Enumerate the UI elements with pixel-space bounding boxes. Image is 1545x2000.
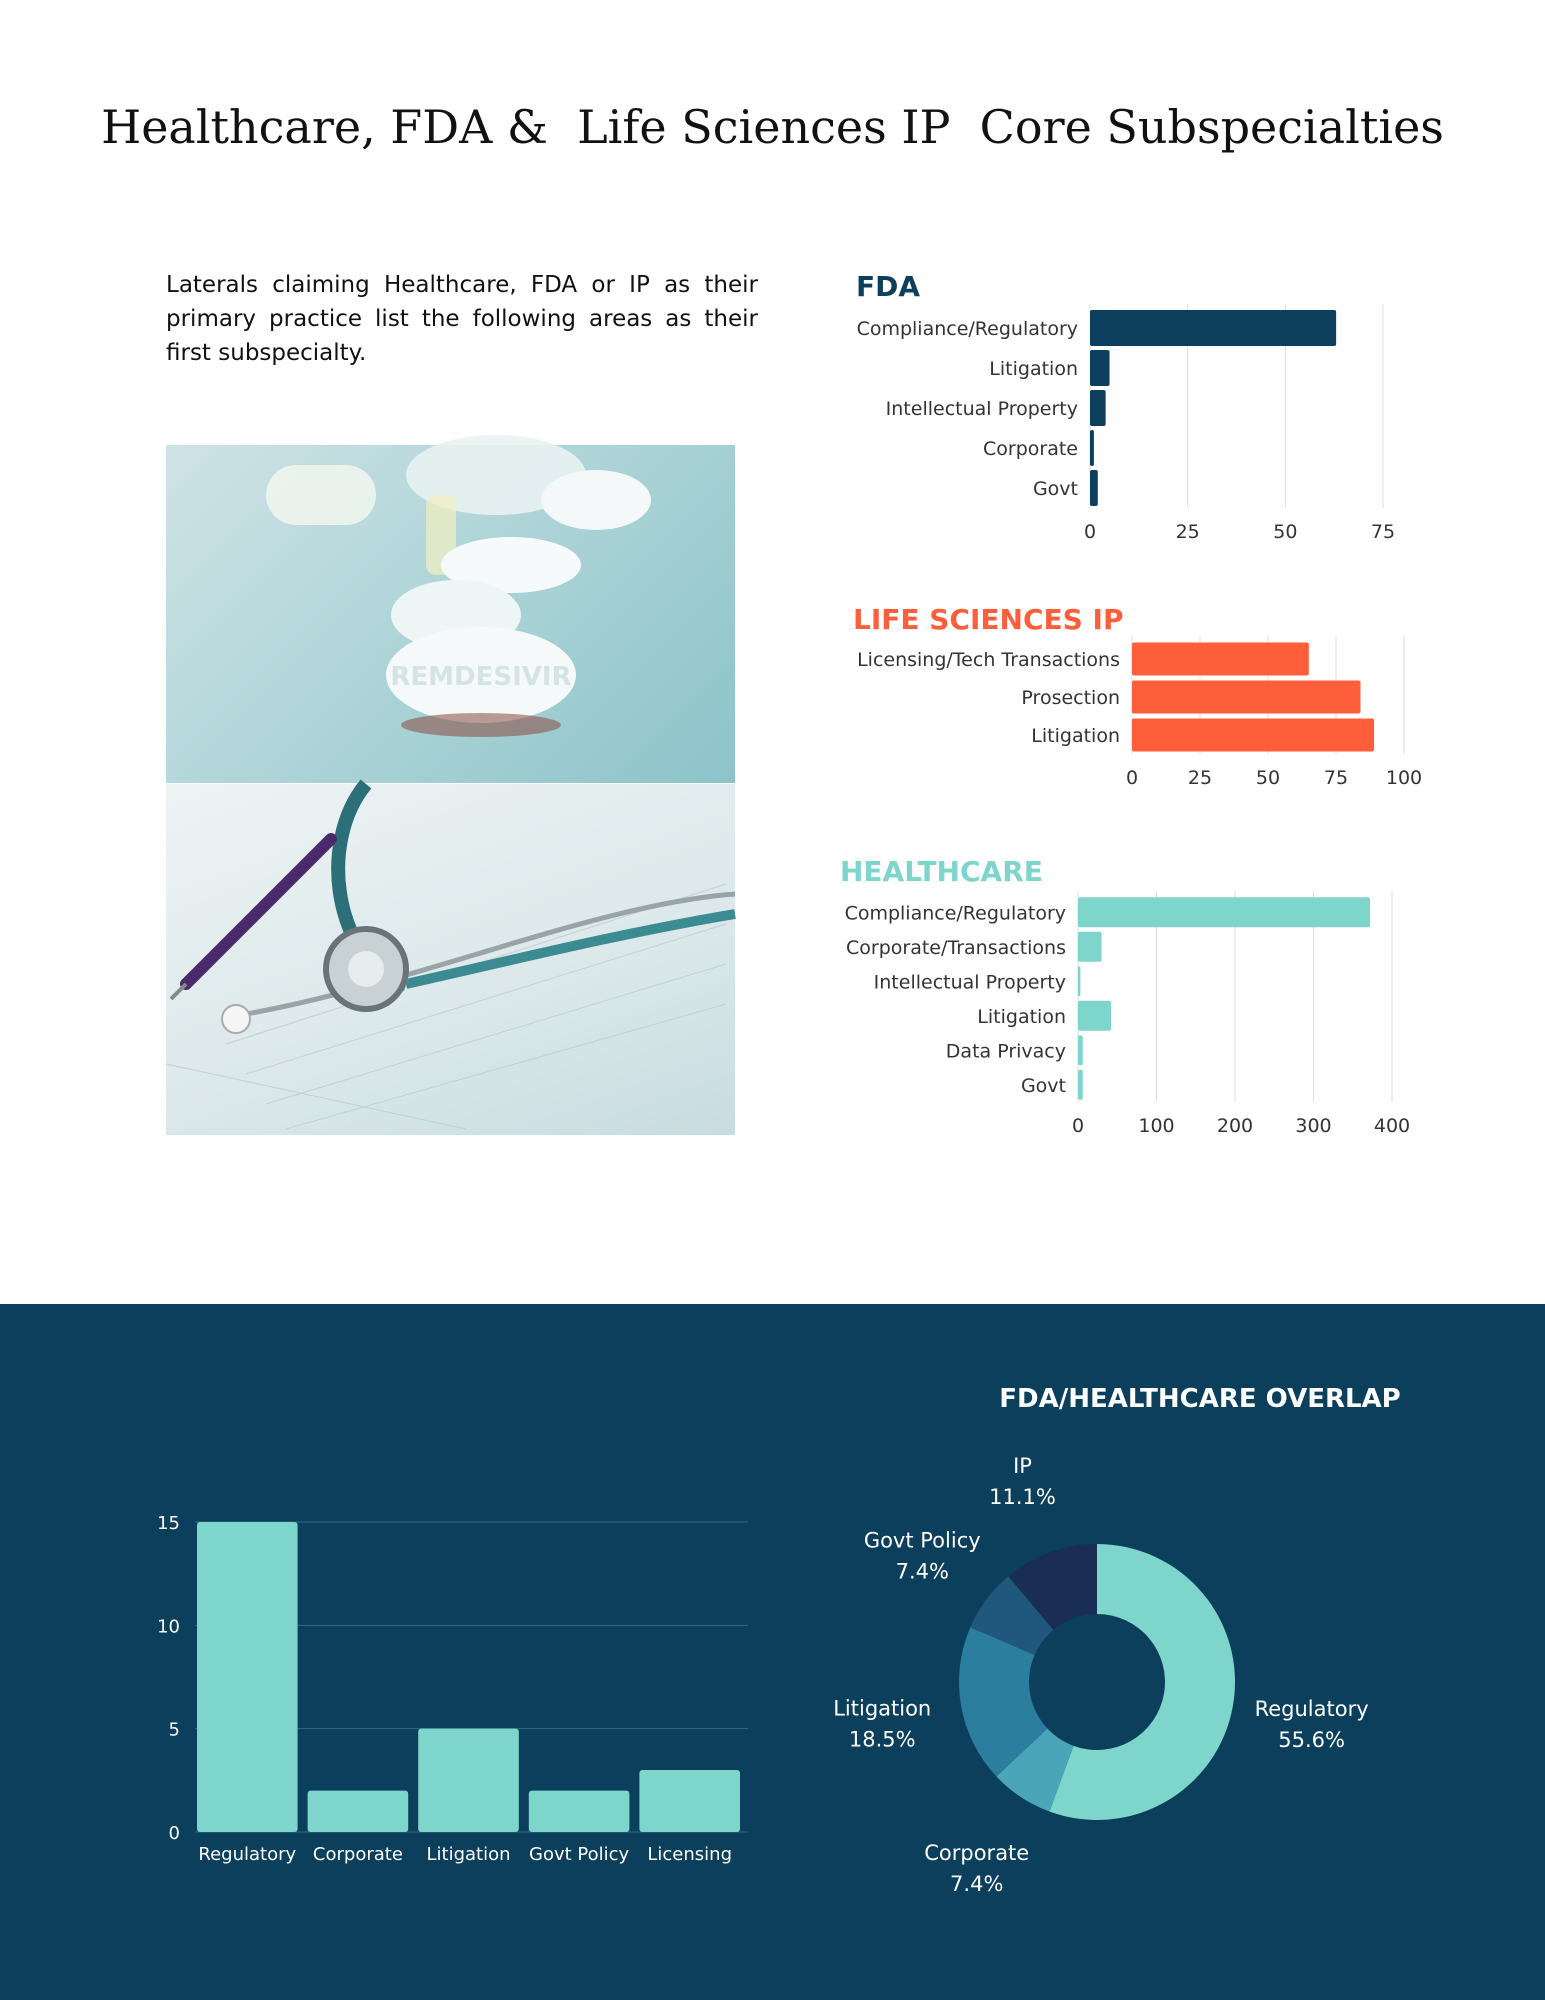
bar [1132,719,1374,752]
healthcare-chart [820,885,1440,1145]
category-label: Litigation [1031,725,1120,747]
x-tick-label: 25 [1175,521,1200,543]
x-tick-label: 0 [1083,521,1097,543]
bar [1090,310,1336,346]
category-label: Compliance/Regulatory [856,318,1078,340]
overlap-bar-chart [140,1500,760,1880]
slice-label: Corporate [924,1840,1030,1865]
category-label: Corporate [983,438,1078,460]
healthcare-chart-title: HEALTHCARE [840,855,1043,888]
slice-label: Litigation [833,1696,932,1721]
slice-percent: 18.5% [848,1727,916,1752]
x-tick-label: 100 [1138,1115,1175,1137]
stethoscope-photo [166,784,735,1135]
slice-percent: 55.6% [1278,1728,1345,1753]
overlap-donut-chart [790,1454,1420,1896]
x-tick-label: 25 [1187,767,1213,789]
category-label: Licensing/Tech Transactions [857,649,1120,671]
pills-photo [166,445,735,783]
bar [529,1791,630,1832]
fda-chart-title: FDA [856,270,921,303]
bar [1078,1001,1111,1031]
category-label: Compliance/Regulatory [844,902,1066,925]
slice-label: Regulatory [1254,1697,1369,1722]
category-label: Data Privacy [945,1040,1066,1063]
pills-illustration [166,445,735,783]
fda-chart [840,300,1420,550]
slice-percent: 7.4% [950,1871,1004,1896]
bar [1132,681,1360,714]
x-tick-label: 0 [1071,1115,1085,1137]
category-label: Litigation [426,1844,511,1865]
bar [1078,966,1080,996]
slice-label: Govt Policy [863,1528,981,1553]
category-label: Litigation [977,1005,1066,1028]
x-tick-label: 0 [1125,767,1139,789]
category-label: Regulatory [198,1844,297,1865]
y-tick-label: 15 [157,1513,180,1534]
slice-percent: 11.1% [989,1485,1056,1510]
life-sciences-chart [840,630,1440,800]
slice-label: IP [1013,1454,1032,1479]
bar [1090,430,1094,466]
bar [1090,470,1098,506]
bar [197,1522,298,1832]
x-tick-label: 75 [1323,767,1349,789]
category-label: Intellectual Property [885,398,1078,420]
bar [1078,1035,1083,1065]
y-tick-label: 5 [168,1719,180,1741]
intro-paragraph: Laterals claiming Healthcare, FDA or IP as their primary practice list the following areas as their first subspecialty. [166,272,758,366]
category-label: Corporate [312,1844,403,1865]
x-tick-label: 300 [1295,1115,1332,1137]
x-tick-label: 50 [1255,767,1281,789]
pill-imprint: REMDESIVIR [390,662,572,692]
bar [418,1729,519,1832]
bar [639,1770,740,1832]
life-sciences-chart-title: LIFE SCIENCES IP [853,603,1124,636]
x-tick-label: 400 [1373,1115,1411,1137]
overlap-title: FDA/HEALTHCARE OVERLAP [999,1384,1401,1414]
category-label: Intellectual Property [873,971,1066,994]
bar [1078,897,1370,927]
bar [1132,643,1309,676]
category-label: Prosection [1021,687,1120,709]
bar [308,1791,409,1832]
x-tick-label: 75 [1370,521,1396,543]
bar [1090,350,1110,386]
bar [1090,390,1106,426]
category-label: Corporate/Transactions [846,936,1066,959]
category-label: Licensing [647,1844,733,1865]
y-tick-label: 0 [168,1823,180,1844]
category-label: Litigation [989,358,1078,380]
category-label: Govt Policy [529,1844,630,1865]
slice-percent: 7.4% [895,1559,949,1584]
y-tick-label: 10 [157,1616,180,1638]
bar [1078,932,1102,962]
bar [1078,1070,1083,1100]
category-label: Govt [1032,478,1078,500]
stethoscope-illustration [166,784,735,1135]
page-title: Healthcare, FDA & Life Sciences IP Core Subspecialties [101,100,1444,154]
x-tick-label: 50 [1273,521,1298,543]
x-tick-label: 100 [1385,767,1423,789]
category-label: Govt [1020,1074,1066,1097]
x-tick-label: 200 [1216,1115,1254,1137]
